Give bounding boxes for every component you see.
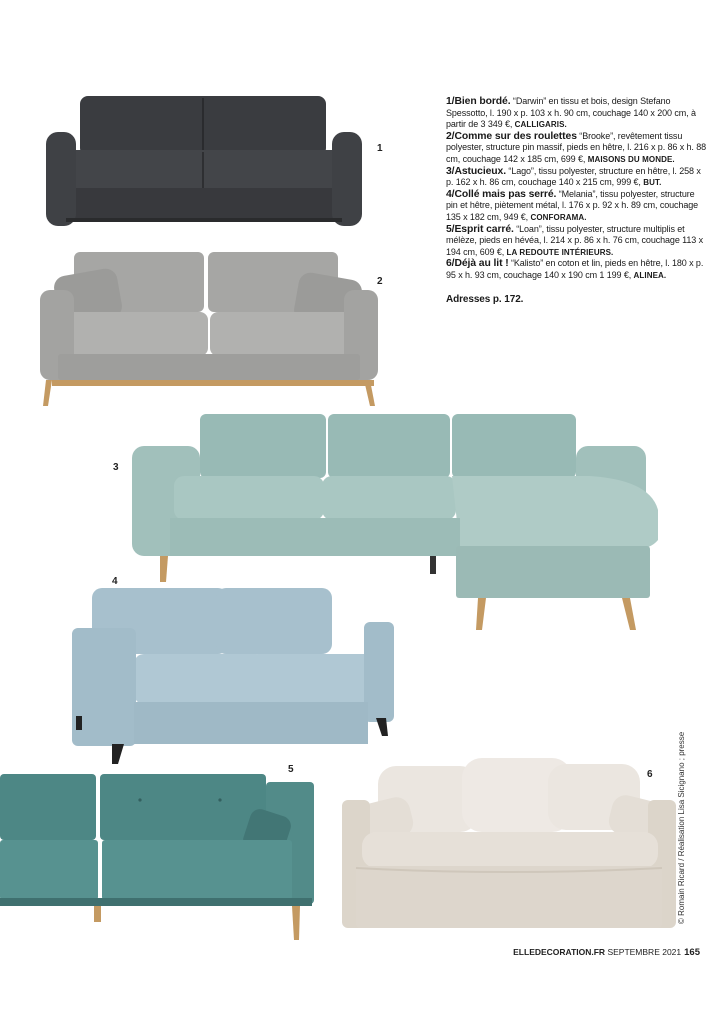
captions-block [446, 96, 708, 305]
caption-title: 4/Collé mais pas serré. [446, 188, 557, 200]
caption-brand: MAISONS DU MONDE. [587, 154, 675, 164]
caption-item-6 [446, 258, 708, 281]
caption-item-2 [446, 131, 708, 166]
caption-text: “Kalisto” en coton et lin, pieds en hêtre, l. 180 x p. 95 x h. 93 cm, couchage 140 x 190 cm 1 199 €, [446, 258, 704, 280]
footer-issue: SEPTEMBRE 2021 [605, 947, 682, 957]
addresses-note: Adresses p. 172. [446, 293, 524, 305]
item-number: 2 [377, 276, 383, 287]
caption-title: 6/Déjà au lit ! [446, 258, 509, 270]
caption-title: 3/Astucieux. [446, 165, 507, 177]
caption-brand: CALLIGARIS. [514, 120, 567, 130]
item-number: 5 [288, 764, 294, 775]
sofa-darwin-image [44, 94, 364, 230]
item-number: 4 [112, 576, 118, 587]
caption-brand: BUT. [643, 178, 662, 188]
sofa-loan-image [0, 772, 318, 942]
caption-text: “Loan”, tissu polyester, structure multiplis et mélèze, pieds en hévéa, l. 214 x p. 86 x h. 76 cm, couchage 113 x 194 cm, 609 €, [446, 223, 703, 257]
page-footer [513, 947, 700, 958]
caption-brand: CONFORAMA. [530, 212, 587, 222]
caption-text: “Melania”, tissu polyester, structure pin et hêtre, piètement métal, l. 176 x p. 92 x h. 89 cm, couchage 135 x 182 cm, 949 €, [446, 188, 699, 222]
sofa-kalisto-image [340, 756, 678, 932]
item-number: 6 [647, 769, 653, 780]
sofa-melania-image [70, 586, 396, 764]
caption-title: 2/Comme sur des roulettes [446, 130, 577, 142]
sofa-brooke-image [38, 250, 380, 408]
page-number: 165 [684, 947, 700, 958]
item-number: 3 [113, 462, 119, 473]
caption-brand: LA REDOUTE INTÉRIEURS. [506, 247, 614, 257]
caption-text: “Lago”, tissu polyester, structure en hêtre, l. 258 x p. 162 x h. 86 cm, couchage 140 x 215 cm, 999 €, [446, 165, 701, 188]
caption-item-3 [446, 166, 708, 189]
footer-site: ELLEDECORATION.FR [513, 947, 606, 957]
caption-item-4 [446, 189, 708, 224]
caption-item-1 [446, 96, 708, 131]
caption-text: “Darwin” en tissu et bois, design Stefano Spessotto, l. 190 x p. 103 x h. 90 cm, couchage 140 x 200 cm, à partir de 3 349 €, [446, 96, 696, 130]
caption-title: 1/Bien bordé. [446, 96, 511, 107]
caption-text: “Brooke”, revêtement tissu polyester, structure pin massif, pieds en hêtre, l. 216 x p. 86 x h. 88 cm, couchage 142 x 185 cm, 699 €, [446, 130, 707, 164]
photo-credit: © Romain Ricard / Réalisation Lisa Sicignano ; presse [677, 731, 686, 924]
caption-title: 5/Esprit carré. [446, 223, 514, 235]
item-number: 1 [377, 143, 383, 154]
caption-brand: ALINEA. [633, 270, 667, 280]
caption-item-5 [446, 224, 708, 259]
